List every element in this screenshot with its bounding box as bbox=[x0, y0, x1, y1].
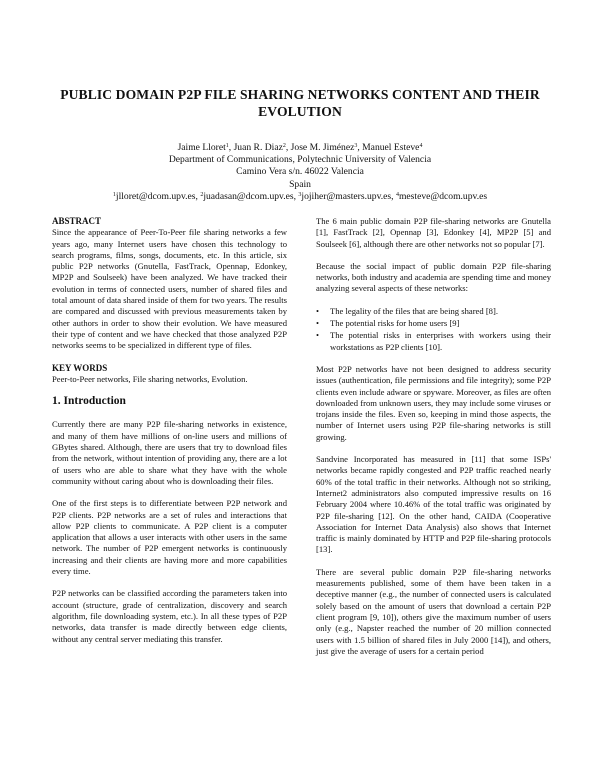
author-sup: 2 bbox=[282, 143, 286, 149]
body-paragraph: The 6 main public domain P2P file-sharing networks are Gnutella [1], FastTrack [2], Opennap [3], Edonkey [4], MP2P [5] and Soulseek [6], although there are other networks not so popular [7]. bbox=[316, 216, 551, 249]
author-sup: 1 bbox=[225, 143, 229, 149]
email-link[interactable]: jlloret@dcom.upv.es bbox=[115, 190, 196, 202]
body-paragraph: Sandvine Incorporated has measured in [11] that some ISPs' networks became rapidly congested and P2P traffic reached nearly 60% of the total traffic in their networks. Although not so striking, Internet2 administrators also computed impressive results on 16 February 2004 where 10.46% of the total traffic was originated by P2P file-sharing [12]. On the other hand, CAIDA (Cooperative Association for Internet Data Analysis) also shows that Internet traffic is mainly dominated by HTTP and P2P file-sharing protocols [13]. bbox=[316, 454, 551, 555]
list-item: • The potential risks for home users [9] bbox=[316, 318, 551, 329]
email-sup: 3 bbox=[298, 191, 302, 198]
bullet-list bbox=[316, 306, 551, 353]
author-name: Manuel Esteve bbox=[362, 142, 420, 153]
body-paragraph: There are several public domain P2P file-sharing networks measurements published, some of them have been taken in a deceptive manner (e.g., the number of connected users is calculated solely based on the amount of users that download a certain P2P client program [9, 10]), others give the maximum number of users only (e.g., Napster reached the number of 20 million connected users with 1.5 billion of shared files in July 2000 [14]), and others, just give the average of users for a certain period bbox=[316, 566, 551, 656]
body-paragraph: P2P networks can be classified according the parameters taken into account (structure, grade of centralization, discovery and search algorithm, file downloading system, etc.). In all these types of P2P networks, data transfer is made directly between edge clients, without any central server mediating this transfer. bbox=[52, 588, 287, 644]
abstract-heading: ABSTRACT bbox=[52, 216, 102, 226]
keywords-text: Peer-to-Peer networks, File sharing networks, Evolution. bbox=[52, 373, 248, 384]
author-emails: $^1$jlloret@dcom.upv.es, $^2$juadasan@dcom.upv.es, $^3$jojiher@masters.upv.es, $^4$mesteve@dcom.upv.es bbox=[112, 190, 488, 202]
email-sup: 4 bbox=[395, 191, 399, 198]
section-heading: 1. Introduction bbox=[52, 395, 126, 408]
email-sup: 1 bbox=[112, 191, 116, 198]
affiliation: Department of Communications, Polytechnic University of Valencia bbox=[168, 154, 432, 166]
author-block bbox=[60, 142, 540, 203]
country: Spain bbox=[289, 178, 311, 190]
email-sup: 2 bbox=[200, 191, 204, 198]
address: Camino Vera s/n. 46022 Valencia bbox=[236, 166, 364, 178]
author-sup: 3 bbox=[354, 143, 358, 149]
author-sup: 4 bbox=[419, 143, 423, 149]
author-name: Jaime Lloret bbox=[177, 142, 226, 153]
author-names: Jaime Lloret$^1$, Juan R. Diaz$^2$, Jose M. Jiménez$^3$, Manuel Esteve$^4$ bbox=[177, 142, 423, 153]
body-paragraph: Most P2P networks have not been designed to address security issues (authentication, file permissions and file integrity); some P2P clients even include adware or spyware. Moreover, as files are often downloaded from unknown users, they may include some viruses or trojans inside the files. Even so, keeping in mind those aspects, the number of Internet users using P2P file-sharing networks is still growing. bbox=[316, 363, 551, 442]
body-paragraph: One of the first steps is to differentiate between P2P network and P2P clients. P2P networks are a set of rules and interactions that allow P2P clients to communicate. A P2P client is a computer application that allows a user interacts with other users in the same network. The number of P2P emergent networks is continuously increasing and their clients are having more and more capabilities every time. bbox=[52, 498, 287, 577]
list-item: • The potential risks in enterprises with workers using their workstations as P2P clients [10]. bbox=[316, 330, 551, 353]
email-link[interactable]: mesteve@dcom.upv.es bbox=[398, 190, 488, 202]
author-name: Juan R. Diaz bbox=[233, 142, 283, 153]
paper-title: PUBLIC DOMAIN P2P FILE SHARING NETWORKS CONTENT AND THEIR EVOLUTION bbox=[60, 87, 540, 119]
list-item: • The legality of the files that are being shared [8]. bbox=[316, 306, 551, 317]
author-name: Jose M. Jiménez bbox=[290, 142, 355, 153]
email-link[interactable]: juadasan@dcom.upv.es bbox=[203, 190, 294, 202]
keywords-heading: KEY WORDS bbox=[52, 362, 108, 373]
body-paragraph: Because the social impact of public domain P2P file-sharing networks, both industry and academia are spending time and money analyzing several aspects of these networks: bbox=[316, 260, 551, 294]
left-column bbox=[52, 216, 287, 656]
right-column bbox=[316, 216, 551, 668]
abstract-text: Since the appearance of Peer-To-Peer file sharing networks a few years ago, many Internet users have chosen this technology to search programs, films, songs, documents, etc. In this article, six public P2P networks (Gnutella, FastTrack, Opennap, Edonkey, MP2P and Soulseek) have been analyzed. We have tracked their evolution in terms of connected users, number of shared files and total amount of data shared inside of them for two years. The results are compared and discussed with previous measurements taken by other authors in order to show their evolution. We have measured their type of content and we have checked that those analyzed P2P networks seems to be specialized in different type of files. bbox=[52, 227, 287, 351]
body-paragraph: Currently there are many P2P file-sharing networks in existence, and many of them have millions of on-line users and millions of GBytes shared. Although, there are users that try to download files from the network, without intention of providing any, there are a lot of users who are able to share what they have with the whole community without caring about who is downloading their files. bbox=[52, 419, 287, 486]
email-link[interactable]: jojiher@masters.upv.es bbox=[301, 190, 392, 202]
